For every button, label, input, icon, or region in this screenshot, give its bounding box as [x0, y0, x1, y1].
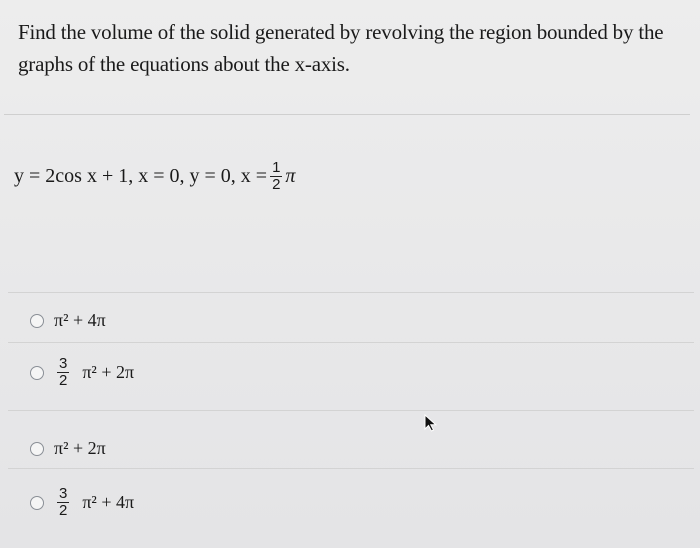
radio-button[interactable]: [30, 366, 44, 380]
equation-fraction: [270, 160, 282, 193]
equation-lhs: y = 2cos x + 1, x = 0, y = 0, x =: [14, 165, 268, 187]
mouse-cursor-icon: [424, 414, 438, 432]
pi-symbol: π: [285, 165, 296, 187]
divider: [8, 410, 694, 411]
divider: [8, 468, 694, 469]
divider: [8, 292, 694, 293]
divider: [8, 342, 694, 343]
option-label: π² + 2π: [82, 362, 135, 382]
option-coefficient: [57, 486, 69, 519]
option-label: π² + 4π: [54, 310, 106, 330]
fraction-numerator: 3: [59, 485, 68, 502]
fraction-denominator: 2: [59, 502, 68, 519]
option-label: π² + 2π: [54, 438, 106, 458]
option-label: π² + 4π: [82, 492, 135, 512]
fraction-denominator: 2: [59, 372, 68, 389]
radio-button[interactable]: [30, 496, 44, 510]
answer-option-3[interactable]: [30, 438, 106, 459]
fraction-numerator: 3: [59, 355, 68, 372]
radio-button[interactable]: [30, 442, 44, 456]
radio-button[interactable]: [30, 314, 44, 328]
answer-option-2[interactable]: [30, 356, 134, 389]
question-panel: [4, 2, 690, 115]
fraction-denominator: 2: [272, 176, 281, 193]
question-text: Find the volume of the solid generated by revolving the region bounded by the graphs of the equations about the x-axis.: [18, 20, 664, 76]
option-coefficient: [57, 356, 69, 389]
answer-option-4[interactable]: [30, 486, 134, 519]
answer-option-1[interactable]: [30, 310, 106, 331]
equation: [14, 160, 295, 193]
fraction-numerator: 1: [272, 159, 281, 176]
